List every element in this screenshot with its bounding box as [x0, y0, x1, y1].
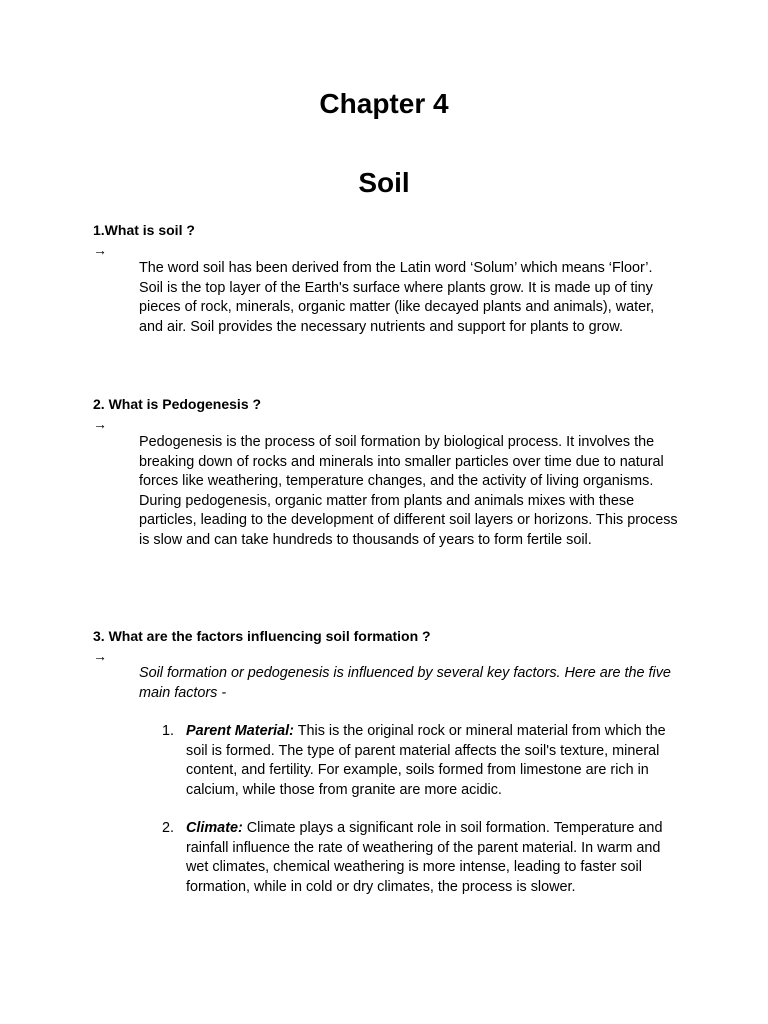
question-1-heading: 1.What is soil ?	[93, 222, 195, 238]
question-2-heading: 2. What is Pedogenesis ?	[93, 396, 262, 412]
factor-description: This is the original rock or mineral material from which the soil is formed. The type of parent material affects the soil's texture, mineral content, and fertility. For example, soils formed from limestone are rich in calcium, while those from granite are more acidic.	[186, 723, 666, 798]
arrow-icon: →	[93, 416, 107, 432]
answer-2-paragraph: Pedogenesis is the process of soil formation by biological process. It involves the breaking down of rocks and minerals into smaller particles over time due to natural forces like weathering, temperature changes, and the activity of living organisms. During pedogenesis, organic matter from plants and animals mixes with these particles, leading to the development of different soil layers or horizons. This process is slow and can take hundreds to thousands of years to form fertile soil.	[139, 434, 678, 548]
chapter-heading: Chapter 4	[319, 88, 449, 119]
page-title: Soil	[358, 167, 410, 198]
factor-term: Climate:	[186, 820, 243, 836]
factor-description: Climate plays a significant role in soil formation. Temperature and rainfall influence the rate of weathering of the parent material. In warm and wet climates, chemical weathering is more intense, leading to faster soil formation, while in cold or dry climates, the process is slower.	[186, 820, 663, 895]
question-3-heading: 3. What are the factors influencing soil formation ?	[93, 628, 431, 644]
arrow-icon: →	[93, 242, 107, 258]
arrow-icon: →	[93, 648, 107, 664]
answer-3-intro: Soil formation or pedogenesis is influenced by several key factors. Here are the five main factors -	[139, 665, 671, 701]
list-item-number: 2.	[162, 820, 175, 836]
list-item-body	[186, 722, 679, 800]
list-item-body	[186, 819, 679, 897]
factor-term: Parent Material:	[186, 723, 294, 739]
answer-1-paragraph: The word soil has been derived from the Latin word ‘Solum’ which means ‘Floor’. Soil is the top layer of the Earth's surface where plants grow. It is made up of tiny pieces of rock, minerals, organic matter (like decayed plants and animals), water, and air. Soil provides the necessary nutrients and support for plants to grow.	[139, 260, 655, 335]
list-item-number: 1.	[162, 723, 175, 739]
factor-list-item-parent-material	[139, 722, 679, 800]
factor-list-item-climate	[139, 819, 679, 897]
